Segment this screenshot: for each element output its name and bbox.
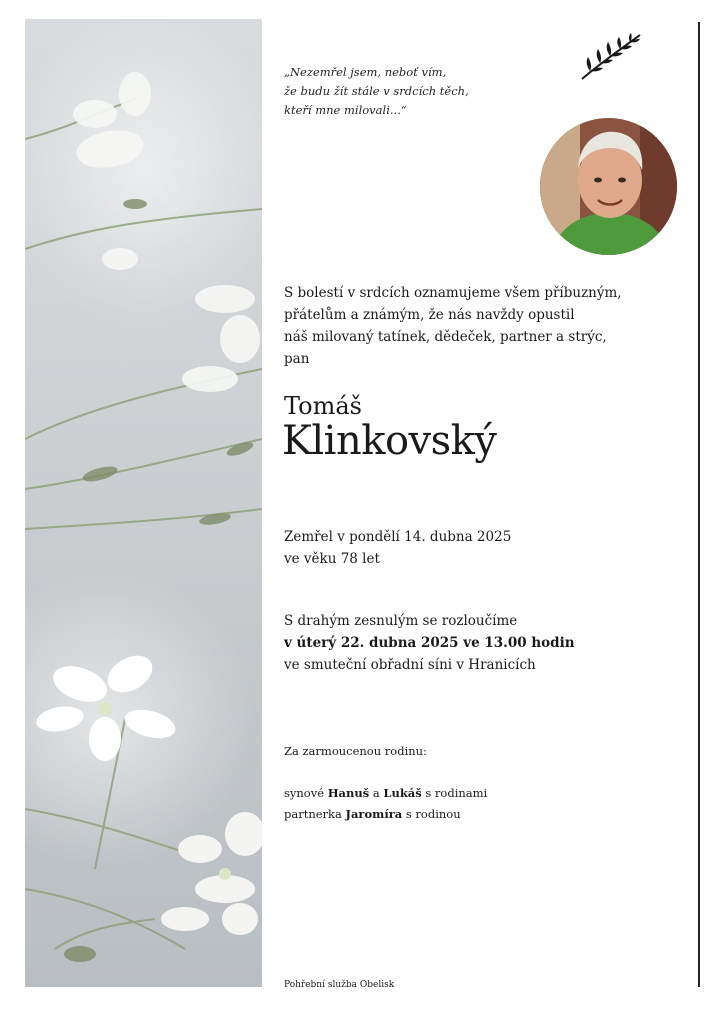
partner-suffix: s rodinou [402,807,461,821]
farewell-datetime: v úterý 22. dubna 2025 ve 13.00 hodin [284,635,575,651]
floral-photo-strip [25,19,262,987]
quote-line-3: kteří mne milovali...“ [284,103,407,117]
family-row-sons [284,783,487,804]
sons-suffix: s rodinami [421,786,488,800]
announcement-line-2: přátelům a známým, že nás navždy opustil [284,307,575,323]
funeral-service-name: Pohřební služba Obelisk [284,980,395,990]
deceased-last-name: Klinkovský [282,418,497,464]
announcement-line-3: náš milovaný tatínek, dědeček, partner a strýc, [284,329,607,345]
sons-prefix: synové [284,786,328,800]
portrait-image [540,118,677,255]
announcement-text [284,282,684,370]
death-date: Zemřel v pondělí 14. dubna 2025 [284,529,512,545]
death-age: ve věku 78 let [284,551,380,567]
sons-joiner: a [369,786,384,800]
son-name-1: Hanuš [327,786,370,800]
quote-line-1: „Nezemřel jsem, neboť vím, [284,65,447,79]
farewell-intro: S drahým zesnulým se rozloučíme [284,613,518,629]
palm-branch-icon [578,31,644,83]
memorial-quote [284,63,524,120]
deceased-first-name: Tomáš [284,392,362,420]
son-name-2: Lukáš [383,786,422,800]
partner-name: Jaromíra [345,807,403,821]
floral-illustration [25,19,262,987]
right-border-line [698,22,700,987]
death-info [284,526,511,570]
deceased-portrait [540,118,677,255]
farewell-info [284,610,575,676]
farewell-location: ve smuteční obřadní síni v Hranicích [284,657,536,673]
family-list [284,783,487,825]
partner-prefix: partnerka [284,807,346,821]
announcement-line-4: pan [284,351,310,367]
family-heading: Za zarmoucenou rodinu: [284,744,427,758]
quote-line-2: že budu žít stále v srdcích těch, [284,84,469,98]
family-row-partner [284,804,487,825]
announcement-line-1: S bolestí v srdcích oznamujeme všem příbuzným, [284,285,622,301]
